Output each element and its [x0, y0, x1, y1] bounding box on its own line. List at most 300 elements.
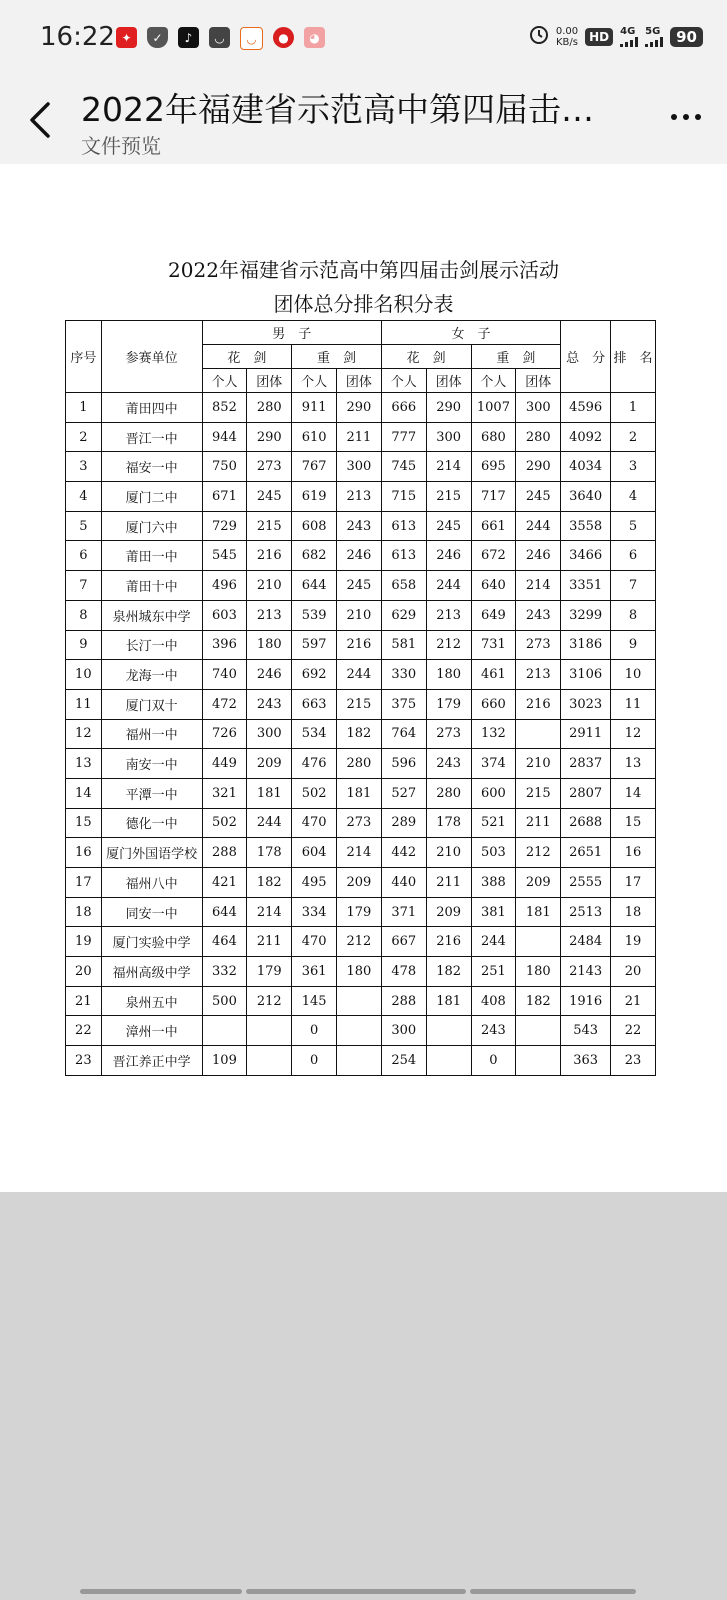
cell-f-foil-team: 245 [426, 511, 471, 541]
cell-m-epee-team [337, 986, 382, 1016]
cell-total: 4034 [561, 452, 611, 482]
cell-m-foil-ind: 545 [202, 541, 247, 571]
cell-rank: 20 [611, 957, 656, 987]
cell-rank: 21 [611, 986, 656, 1016]
cell-seq: 23 [66, 1046, 102, 1076]
cell-total: 2837 [561, 749, 611, 779]
cell-rank: 3 [611, 452, 656, 482]
cell-rank: 1 [611, 393, 656, 423]
cell-rank: 17 [611, 868, 656, 898]
cell-m-foil-ind: 472 [202, 689, 247, 719]
cell-f-foil-team: 273 [426, 719, 471, 749]
table-row [66, 630, 656, 660]
cell-total: 543 [561, 1016, 611, 1046]
cell-total: 3186 [561, 630, 611, 660]
cell-f-epee-ind: 244 [471, 927, 516, 957]
table-row [66, 541, 656, 571]
cell-f-foil-ind: 581 [381, 630, 426, 660]
cell-total: 3351 [561, 571, 611, 601]
cell-f-foil-ind: 375 [381, 689, 426, 719]
cell-f-epee-ind: 717 [471, 482, 516, 512]
table-row [66, 422, 656, 452]
bag-icon: ◡ [209, 27, 230, 48]
cell-m-epee-team: 290 [337, 393, 382, 423]
cell-f-foil-ind: 629 [381, 600, 426, 630]
cell-total: 363 [561, 1046, 611, 1076]
cell-m-epee-ind: 0 [292, 1016, 337, 1046]
cell-m-foil-ind: 671 [202, 482, 247, 512]
cell-m-foil-ind: 500 [202, 986, 247, 1016]
more-options-icon[interactable] [671, 114, 701, 120]
cell-unit: 漳州一中 [101, 1016, 202, 1046]
cell-f-epee-ind: 600 [471, 778, 516, 808]
cell-m-foil-ind: 740 [202, 660, 247, 690]
cell-m-foil-ind: 449 [202, 749, 247, 779]
header-female: 女 子 [381, 321, 560, 345]
cell-m-epee-ind: 470 [292, 808, 337, 838]
cell-f-epee-ind: 661 [471, 511, 516, 541]
cell-f-epee-ind: 381 [471, 897, 516, 927]
cell-f-epee-ind: 680 [471, 422, 516, 452]
cell-seq: 15 [66, 808, 102, 838]
header-individual: 个人 [292, 369, 337, 393]
cell-m-epee-ind: 476 [292, 749, 337, 779]
cell-unit: 福州八中 [101, 868, 202, 898]
cell-f-foil-ind: 300 [381, 1016, 426, 1046]
cell-seq: 19 [66, 927, 102, 957]
header-male: 男 子 [202, 321, 381, 345]
cell-f-foil-team: 280 [426, 778, 471, 808]
cell-f-epee-ind: 640 [471, 571, 516, 601]
cell-m-epee-team: 215 [337, 689, 382, 719]
cell-f-foil-team: 212 [426, 630, 471, 660]
cell-total: 2651 [561, 838, 611, 868]
cell-m-epee-ind: 597 [292, 630, 337, 660]
cell-total: 3640 [561, 482, 611, 512]
cell-unit: 龙海一中 [101, 660, 202, 690]
cell-m-epee-team [337, 1046, 382, 1076]
cell-f-foil-ind: 371 [381, 897, 426, 927]
cell-f-foil-ind: 596 [381, 749, 426, 779]
table-row [66, 986, 656, 1016]
cell-m-foil-team: 216 [247, 541, 292, 571]
cell-m-foil-ind: 603 [202, 600, 247, 630]
table-row [66, 868, 656, 898]
cell-seq: 9 [66, 630, 102, 660]
cell-f-epee-team: 212 [516, 838, 561, 868]
cell-seq: 12 [66, 719, 102, 749]
cell-m-foil-ind: 852 [202, 393, 247, 423]
table-row [66, 600, 656, 630]
cell-m-epee-team: 243 [337, 511, 382, 541]
cell-seq: 3 [66, 452, 102, 482]
cell-m-foil-team: 180 [247, 630, 292, 660]
cell-f-foil-ind: 764 [381, 719, 426, 749]
cell-m-foil-ind: 321 [202, 778, 247, 808]
cell-m-foil-team: 178 [247, 838, 292, 868]
cell-total: 1916 [561, 986, 611, 1016]
header-team: 团体 [516, 369, 561, 393]
cell-f-epee-ind: 660 [471, 689, 516, 719]
cell-rank: 9 [611, 630, 656, 660]
cell-f-epee-team [516, 1046, 561, 1076]
cell-f-foil-team [426, 1046, 471, 1076]
doc-heading: 2022年福建省示范高中第四届击剑展示活动 [168, 258, 559, 282]
cell-f-epee-team: 182 [516, 986, 561, 1016]
cell-m-epee-ind: 604 [292, 838, 337, 868]
cell-f-epee-ind: 251 [471, 957, 516, 987]
cell-f-foil-team: 216 [426, 927, 471, 957]
cell-m-foil-ind: 944 [202, 422, 247, 452]
cell-f-epee-ind: 695 [471, 452, 516, 482]
table-row [66, 393, 656, 423]
cell-m-foil-ind [202, 1016, 247, 1046]
cell-m-foil-team [247, 1046, 292, 1076]
cell-m-epee-ind: 619 [292, 482, 337, 512]
cell-f-foil-ind: 613 [381, 541, 426, 571]
app-notification-icon: ✦ [116, 27, 137, 48]
network-speed: 0.00 KB/s [555, 25, 579, 48]
cell-f-epee-ind: 132 [471, 719, 516, 749]
cell-m-foil-team: 209 [247, 749, 292, 779]
cell-m-foil-ind: 332 [202, 957, 247, 987]
document-title: 2022年福建省示范高中第四届击… [81, 90, 594, 129]
cell-m-foil-ind: 496 [202, 571, 247, 601]
cell-f-foil-ind: 666 [381, 393, 426, 423]
cell-f-epee-ind: 521 [471, 808, 516, 838]
cup-icon: ◡ [240, 27, 263, 50]
cell-total: 2555 [561, 868, 611, 898]
cell-m-foil-team: 300 [247, 719, 292, 749]
cell-seq: 18 [66, 897, 102, 927]
cell-m-epee-team: 211 [337, 422, 382, 452]
cell-m-foil-ind: 644 [202, 897, 247, 927]
cell-f-foil-team: 210 [426, 838, 471, 868]
cell-m-epee-ind: 145 [292, 986, 337, 1016]
cell-f-foil-team: 182 [426, 957, 471, 987]
cell-total: 3106 [561, 660, 611, 690]
cell-m-foil-ind: 396 [202, 630, 247, 660]
cell-seq: 1 [66, 393, 102, 423]
signal-5g-icon: 5G [645, 27, 663, 47]
cell-f-foil-team: 243 [426, 749, 471, 779]
cell-f-epee-team: 245 [516, 482, 561, 512]
cell-m-foil-team: 213 [247, 600, 292, 630]
cell-m-epee-team: 181 [337, 778, 382, 808]
cell-f-foil-ind: 289 [381, 808, 426, 838]
header-team: 团体 [426, 369, 471, 393]
cell-rank: 12 [611, 719, 656, 749]
cell-rank: 14 [611, 778, 656, 808]
cell-f-foil-ind: 715 [381, 482, 426, 512]
cell-f-foil-ind: 745 [381, 452, 426, 482]
table-row [66, 511, 656, 541]
cell-seq: 20 [66, 957, 102, 987]
cell-unit: 莆田四中 [101, 393, 202, 423]
cell-unit: 晋江一中 [101, 422, 202, 452]
cell-seq: 4 [66, 482, 102, 512]
cell-m-foil-ind: 750 [202, 452, 247, 482]
header-individual: 个人 [202, 369, 247, 393]
header-unit: 参赛单位 [101, 321, 202, 393]
cell-f-epee-team: 216 [516, 689, 561, 719]
cell-f-foil-ind: 330 [381, 660, 426, 690]
shield-icon: ✓ [147, 27, 168, 48]
cell-rank: 23 [611, 1046, 656, 1076]
table-row [66, 897, 656, 927]
cell-f-foil-ind: 777 [381, 422, 426, 452]
cell-f-epee-ind: 388 [471, 868, 516, 898]
cell-f-foil-team: 211 [426, 868, 471, 898]
cell-f-epee-team: 300 [516, 393, 561, 423]
cell-f-epee-ind: 461 [471, 660, 516, 690]
cell-m-foil-team [247, 1016, 292, 1046]
cell-m-foil-ind: 109 [202, 1046, 247, 1076]
cell-m-epee-ind: 470 [292, 927, 337, 957]
table-row [66, 1046, 656, 1076]
cell-f-epee-team: 214 [516, 571, 561, 601]
cell-f-epee-ind: 408 [471, 986, 516, 1016]
status-bar [0, 0, 727, 78]
cell-rank: 19 [611, 927, 656, 957]
cell-unit: 福州一中 [101, 719, 202, 749]
cell-f-epee-ind: 243 [471, 1016, 516, 1046]
cell-m-foil-team: 181 [247, 778, 292, 808]
cell-f-epee-ind: 731 [471, 630, 516, 660]
cell-m-epee-ind: 610 [292, 422, 337, 452]
cell-f-epee-ind: 1007 [471, 393, 516, 423]
cell-unit: 莆田十中 [101, 571, 202, 601]
cell-total: 2484 [561, 927, 611, 957]
cell-f-epee-team: 210 [516, 749, 561, 779]
table-row [66, 957, 656, 987]
cell-seq: 17 [66, 868, 102, 898]
cell-m-epee-team: 180 [337, 957, 382, 987]
cell-f-foil-ind: 613 [381, 511, 426, 541]
cell-m-foil-ind: 502 [202, 808, 247, 838]
cell-m-foil-team: 245 [247, 482, 292, 512]
cell-f-foil-team: 213 [426, 600, 471, 630]
cell-f-epee-team [516, 719, 561, 749]
cell-m-foil-team: 179 [247, 957, 292, 987]
cell-m-epee-ind: 361 [292, 957, 337, 987]
cell-f-foil-ind: 288 [381, 986, 426, 1016]
cell-m-epee-ind: 495 [292, 868, 337, 898]
score-table [65, 320, 656, 1076]
cell-f-foil-team: 178 [426, 808, 471, 838]
header-rank: 排 名 [611, 321, 656, 393]
document-preview[interactable] [0, 164, 727, 1192]
header-seq: 序号 [66, 321, 102, 393]
cell-unit: 福安一中 [101, 452, 202, 482]
cell-seq: 2 [66, 422, 102, 452]
cell-f-epee-ind: 0 [471, 1046, 516, 1076]
cell-m-epee-ind: 334 [292, 897, 337, 927]
cell-total: 2143 [561, 957, 611, 987]
cell-m-epee-team [337, 1016, 382, 1046]
cell-f-epee-team [516, 927, 561, 957]
cell-seq: 6 [66, 541, 102, 571]
cell-seq: 16 [66, 838, 102, 868]
cell-total: 3299 [561, 600, 611, 630]
cell-m-foil-team: 212 [247, 986, 292, 1016]
cell-m-foil-team: 243 [247, 689, 292, 719]
cell-total: 2911 [561, 719, 611, 749]
cell-m-epee-team: 214 [337, 838, 382, 868]
header-male-foil: 花 剑 [202, 345, 292, 369]
battery-icon: 90 [670, 27, 703, 47]
cell-m-foil-team: 280 [247, 393, 292, 423]
cell-f-epee-ind: 649 [471, 600, 516, 630]
cell-rank: 5 [611, 511, 656, 541]
cell-f-foil-ind: 527 [381, 778, 426, 808]
cell-m-foil-ind: 464 [202, 927, 247, 957]
badge-app-icon: ● [273, 27, 294, 48]
cell-f-foil-team: 209 [426, 897, 471, 927]
cell-m-foil-ind: 421 [202, 868, 247, 898]
cell-total: 2807 [561, 778, 611, 808]
signal-4g-icon: 4G [620, 27, 638, 47]
cell-unit: 厦门外国语学校 [101, 838, 202, 868]
cell-rank: 16 [611, 838, 656, 868]
cell-m-foil-ind: 288 [202, 838, 247, 868]
cell-m-epee-ind: 644 [292, 571, 337, 601]
notification-icons [116, 27, 325, 50]
cell-seq: 7 [66, 571, 102, 601]
cell-m-epee-team: 280 [337, 749, 382, 779]
cell-rank: 8 [611, 600, 656, 630]
cell-f-foil-team: 290 [426, 393, 471, 423]
cell-f-epee-team: 273 [516, 630, 561, 660]
cell-m-foil-team: 244 [247, 808, 292, 838]
cell-f-epee-team: 211 [516, 808, 561, 838]
cell-m-epee-ind: 767 [292, 452, 337, 482]
cell-f-epee-team: 209 [516, 868, 561, 898]
cell-f-foil-ind: 440 [381, 868, 426, 898]
cell-f-foil-team: 244 [426, 571, 471, 601]
cell-rank: 10 [611, 660, 656, 690]
cell-unit: 厦门实验中学 [101, 927, 202, 957]
cell-unit: 长汀一中 [101, 630, 202, 660]
cell-m-foil-team: 246 [247, 660, 292, 690]
cell-f-foil-ind: 442 [381, 838, 426, 868]
cell-unit: 同安一中 [101, 897, 202, 927]
cell-f-epee-team: 244 [516, 511, 561, 541]
cell-seq: 14 [66, 778, 102, 808]
cell-f-foil-ind: 667 [381, 927, 426, 957]
cell-seq: 11 [66, 689, 102, 719]
system-indicators [529, 25, 703, 48]
cell-m-epee-team: 300 [337, 452, 382, 482]
cell-m-epee-ind: 911 [292, 393, 337, 423]
cell-f-foil-team: 215 [426, 482, 471, 512]
cell-f-epee-team: 181 [516, 897, 561, 927]
cell-m-foil-team: 210 [247, 571, 292, 601]
table-row [66, 1016, 656, 1046]
cell-f-epee-team: 246 [516, 541, 561, 571]
cell-f-foil-team: 214 [426, 452, 471, 482]
cell-m-epee-team: 212 [337, 927, 382, 957]
hd-voice-icon: HD [585, 28, 613, 46]
cell-m-epee-ind: 539 [292, 600, 337, 630]
header-male-epee: 重 剑 [292, 345, 382, 369]
cell-unit: 泉州城东中学 [101, 600, 202, 630]
cell-rank: 4 [611, 482, 656, 512]
cell-seq: 5 [66, 511, 102, 541]
table-body [66, 393, 656, 1076]
table-row [66, 452, 656, 482]
cell-m-foil-team: 215 [247, 511, 292, 541]
cell-unit: 泉州五中 [101, 986, 202, 1016]
cell-rank: 6 [611, 541, 656, 571]
cell-m-foil-team: 214 [247, 897, 292, 927]
cell-rank: 11 [611, 689, 656, 719]
top-app-bar [0, 78, 727, 164]
header-female-epee: 重 剑 [471, 345, 561, 369]
cell-m-epee-team: 244 [337, 660, 382, 690]
cell-m-epee-ind: 502 [292, 778, 337, 808]
cell-m-foil-team: 182 [247, 868, 292, 898]
table-row [66, 778, 656, 808]
cell-f-foil-ind: 254 [381, 1046, 426, 1076]
cell-m-epee-team: 273 [337, 808, 382, 838]
cell-m-epee-team: 216 [337, 630, 382, 660]
cell-f-foil-ind: 478 [381, 957, 426, 987]
doc-subheading: 团体总分排名积分表 [273, 292, 454, 316]
tiktok-icon: ♪ [178, 27, 199, 48]
table-row [66, 927, 656, 957]
cell-rank: 15 [611, 808, 656, 838]
cell-f-epee-team [516, 1016, 561, 1046]
cell-unit: 莆田一中 [101, 541, 202, 571]
cell-unit: 福州高级中学 [101, 957, 202, 987]
table-row [66, 571, 656, 601]
cell-unit: 厦门二中 [101, 482, 202, 512]
cell-f-epee-team: 280 [516, 422, 561, 452]
cell-f-foil-team [426, 1016, 471, 1046]
cell-m-epee-team: 213 [337, 482, 382, 512]
cell-m-foil-ind: 729 [202, 511, 247, 541]
cell-f-foil-team: 300 [426, 422, 471, 452]
cell-m-epee-ind: 608 [292, 511, 337, 541]
cell-seq: 10 [66, 660, 102, 690]
cell-rank: 13 [611, 749, 656, 779]
cell-f-epee-team: 180 [516, 957, 561, 987]
table-row [66, 482, 656, 512]
cell-m-foil-ind: 726 [202, 719, 247, 749]
cell-m-foil-team: 290 [247, 422, 292, 452]
cell-f-foil-ind: 658 [381, 571, 426, 601]
mascot-app-icon: ◕ [304, 27, 325, 48]
cell-rank: 22 [611, 1016, 656, 1046]
cell-seq: 22 [66, 1016, 102, 1046]
cell-m-foil-team: 273 [247, 452, 292, 482]
cell-m-epee-ind: 663 [292, 689, 337, 719]
cell-f-epee-ind: 374 [471, 749, 516, 779]
cell-total: 2513 [561, 897, 611, 927]
cell-unit: 德化一中 [101, 808, 202, 838]
back-arrow-icon[interactable] [22, 98, 62, 142]
cell-f-epee-team: 215 [516, 778, 561, 808]
gesture-bar [80, 1589, 636, 1594]
header-team: 团体 [337, 369, 382, 393]
cell-rank: 2 [611, 422, 656, 452]
cell-total: 3558 [561, 511, 611, 541]
cell-seq: 8 [66, 600, 102, 630]
cell-m-epee-ind: 534 [292, 719, 337, 749]
cell-m-epee-team: 179 [337, 897, 382, 927]
cell-unit: 晋江养正中学 [101, 1046, 202, 1076]
